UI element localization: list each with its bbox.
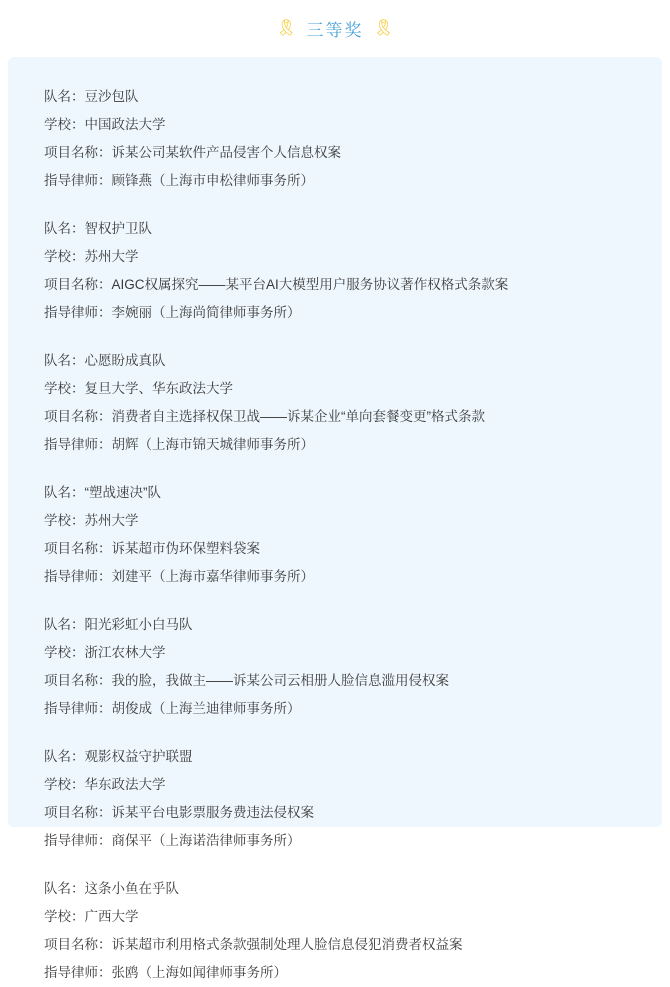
team-label: 队名： — [44, 353, 85, 368]
team-value: 心愿盼成真队 — [84, 353, 166, 368]
project-label: 项目名称： — [44, 409, 112, 424]
school-line — [44, 111, 626, 139]
project-label: 项目名称： — [44, 277, 112, 292]
award-header — [0, 0, 670, 57]
school-value: 华东政法大学 — [84, 777, 166, 792]
list-item — [8, 611, 662, 723]
school-line — [44, 507, 626, 535]
team-line — [44, 347, 626, 375]
team-line — [44, 479, 626, 507]
project-line — [44, 799, 626, 827]
project-line — [44, 535, 626, 563]
project-value: AIGC权属探究——某平台AI大模型用户服务协议著作权格式条款案 — [111, 277, 509, 292]
project-label: 项目名称： — [44, 145, 112, 160]
list-item — [8, 479, 662, 591]
team-label: 队名： — [44, 881, 85, 896]
mentor-line — [44, 695, 626, 723]
project-value: 诉某公司某软件产品侵害个人信息权案 — [111, 145, 341, 160]
project-value: 我的脸，我做主——诉某公司云相册人脸信息滥用侵权案 — [111, 673, 449, 688]
mentor-label: 指导律师： — [44, 305, 112, 320]
team-value: 观影权益守护联盟 — [84, 749, 193, 764]
school-value: 中国政法大学 — [84, 117, 166, 132]
mentor-value: 李婉丽（上海尚简律师事务所） — [111, 305, 301, 320]
school-value: 广西大学 — [84, 909, 139, 924]
ribbon-icon-left: 🎗 — [276, 19, 297, 37]
school-label: 学校： — [44, 513, 85, 528]
team-value: 豆沙包队 — [84, 89, 139, 104]
school-label: 学校： — [44, 777, 85, 792]
mentor-line — [44, 431, 626, 459]
ribbon-icon-right: 🎗 — [373, 19, 394, 37]
project-line — [44, 931, 626, 959]
mentor-label: 指导律师： — [44, 173, 112, 188]
project-line — [44, 271, 626, 299]
mentor-line — [44, 959, 626, 987]
school-label: 学校： — [44, 381, 85, 396]
mentor-value: 商保平（上海诺浩律师事务所） — [111, 833, 301, 848]
team-line — [44, 611, 626, 639]
school-line — [44, 243, 626, 271]
mentor-line — [44, 167, 626, 195]
mentor-label: 指导律师： — [44, 965, 112, 980]
team-value: 阳光彩虹小白马队 — [84, 617, 193, 632]
school-label: 学校： — [44, 645, 85, 660]
mentor-label: 指导律师： — [44, 569, 112, 584]
project-value: 消费者自主选择权保卫战——诉某企业“单向套餐变更”格式条款 — [111, 409, 485, 424]
project-label: 项目名称： — [44, 673, 112, 688]
mentor-line — [44, 563, 626, 591]
team-line — [44, 83, 626, 111]
mentor-label: 指导律师： — [44, 701, 112, 716]
team-line — [44, 215, 626, 243]
school-value: 苏州大学 — [84, 249, 139, 264]
team-label: 队名： — [44, 221, 85, 236]
team-label: 队名： — [44, 89, 85, 104]
mentor-label: 指导律师： — [44, 833, 112, 848]
team-value: 这条小鱼在乎队 — [84, 881, 179, 896]
team-label: 队名： — [44, 485, 85, 500]
mentor-label: 指导律师： — [44, 437, 112, 452]
mentor-line — [44, 299, 626, 327]
mentor-value: 胡俊成（上海兰迪律师事务所） — [111, 701, 301, 716]
team-line — [44, 875, 626, 903]
team-line — [44, 743, 626, 771]
school-label: 学校： — [44, 909, 85, 924]
project-label: 项目名称： — [44, 805, 112, 820]
mentor-value: 刘建平（上海市嘉华律师事务所） — [111, 569, 314, 584]
project-value: 诉某平台电影票服务费违法侵权案 — [111, 805, 314, 820]
project-line — [44, 139, 626, 167]
school-value: 浙江农林大学 — [84, 645, 166, 660]
project-label: 项目名称： — [44, 937, 112, 952]
list-item — [8, 83, 662, 195]
mentor-value: 顾锋燕（上海市申松律师事务所） — [111, 173, 314, 188]
page-title: 三等奖 — [306, 21, 364, 40]
project-line — [44, 667, 626, 695]
project-line — [44, 403, 626, 431]
school-line — [44, 639, 626, 667]
school-line — [44, 375, 626, 403]
school-value: 复旦大学、华东政法大学 — [84, 381, 233, 396]
project-value: 诉某超市利用格式条款强制处理人脸信息侵犯消费者权益案 — [111, 937, 463, 952]
team-label: 队名： — [44, 617, 85, 632]
project-label: 项目名称： — [44, 541, 112, 556]
school-line — [44, 903, 626, 931]
list-item — [8, 875, 662, 987]
team-label: 队名： — [44, 749, 85, 764]
entries-card — [8, 57, 662, 980]
list-item — [8, 347, 662, 459]
school-line — [44, 771, 626, 799]
mentor-value: 张鸥（上海如闻律师事务所） — [111, 965, 287, 980]
school-label: 学校： — [44, 249, 85, 264]
team-value: “塑战速决”队 — [84, 485, 161, 500]
project-value: 诉某超市伪环保塑料袋案 — [111, 541, 260, 556]
school-value: 苏州大学 — [84, 513, 139, 528]
mentor-value: 胡辉（上海市锦天城律师事务所） — [111, 437, 314, 452]
list-item — [8, 215, 662, 327]
team-value: 智权护卫队 — [84, 221, 152, 236]
mentor-line — [44, 827, 626, 855]
list-item — [8, 743, 662, 855]
school-label: 学校： — [44, 117, 85, 132]
